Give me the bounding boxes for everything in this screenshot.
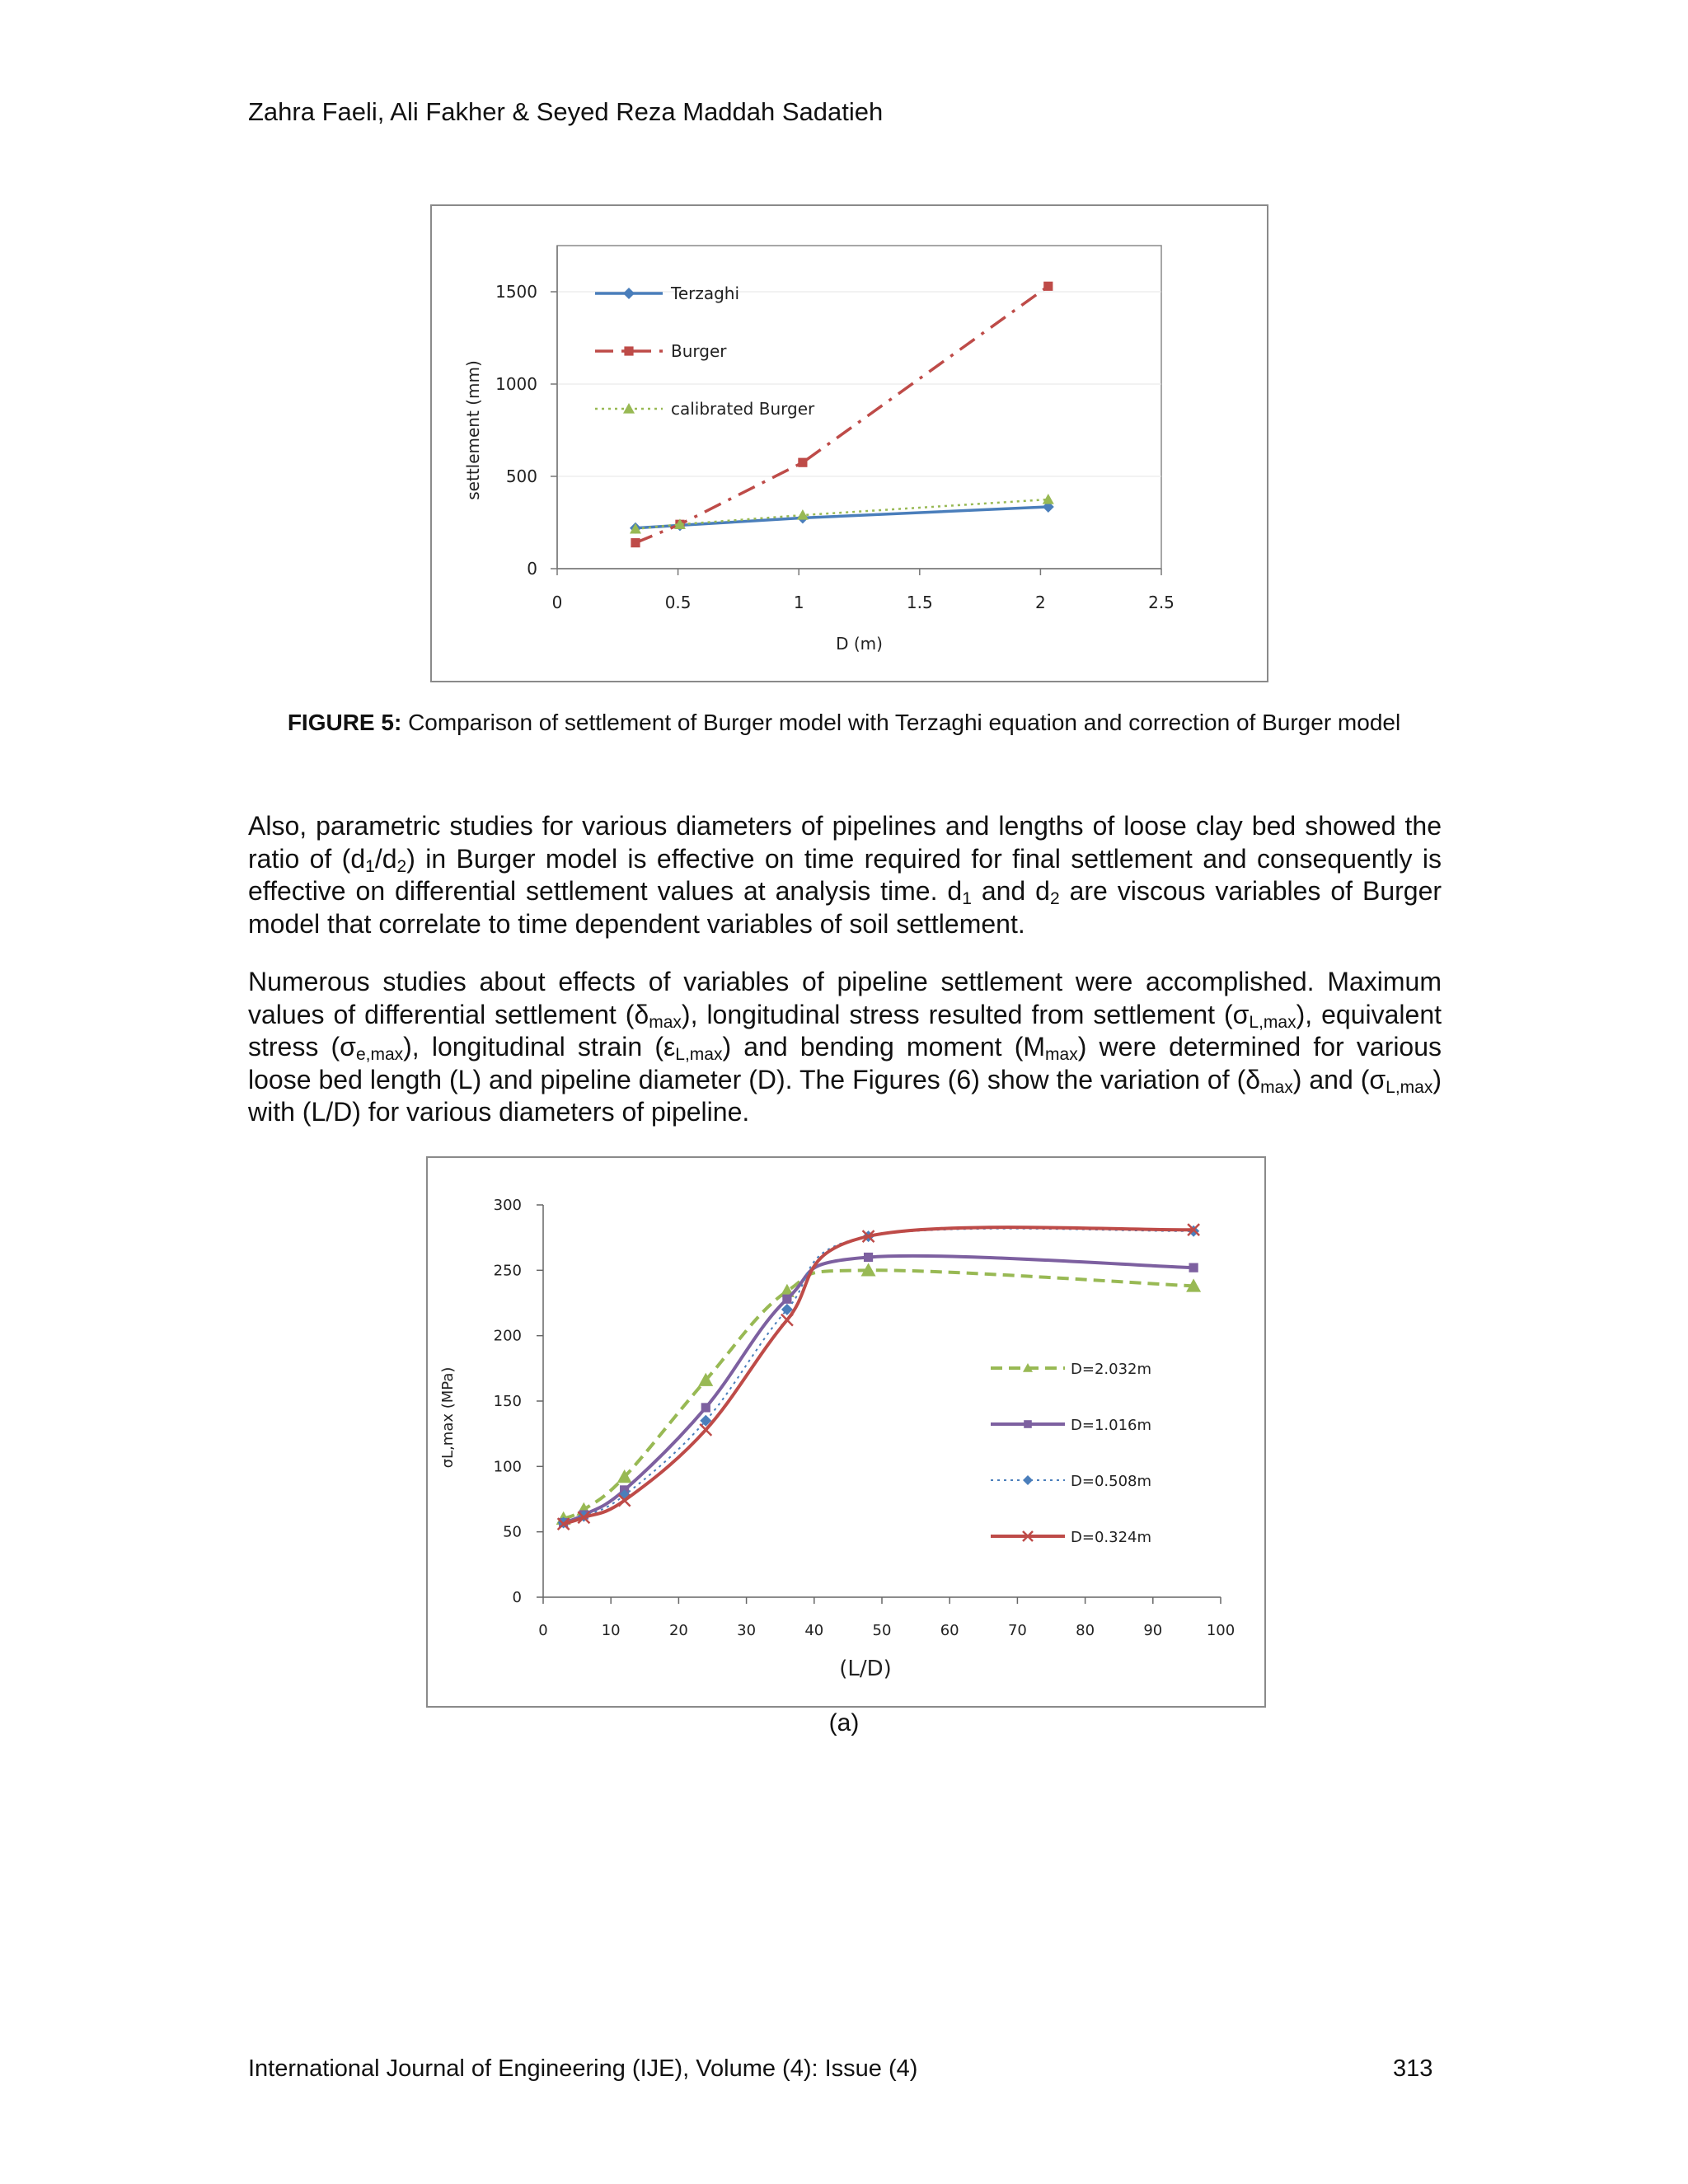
x-tick-label: 0 [538, 1622, 548, 1639]
legend-marker [1023, 1475, 1033, 1485]
y-tick-label: 1000 [495, 374, 537, 394]
figure-5-caption-text: Comparison of settlement of Burger model with Terzaghi equation and correction of Burger model [408, 710, 1401, 735]
data-point [701, 1403, 710, 1412]
x-tick-label: 2 [1035, 593, 1046, 612]
y-tick-label: 100 [493, 1458, 522, 1476]
y-tick-label: 250 [493, 1262, 522, 1280]
x-axis-label: (L/D) [839, 1657, 892, 1681]
data-point [798, 458, 807, 467]
footer-journal: International Journal of Engineering (IJE), Volume (4): Issue (4) [248, 2055, 918, 2082]
y-tick-label: 0 [512, 1589, 522, 1606]
legend-label: D=1.016m [1071, 1417, 1152, 1434]
x-tick-label: 100 [1206, 1622, 1236, 1639]
legend-marker [1024, 1420, 1032, 1428]
legend-entry [991, 1417, 1151, 1434]
y-tick-label: 1500 [495, 282, 537, 302]
x-tick-label: 0.5 [664, 593, 692, 612]
paragraph-2: Numerous studies about effects of variables of pipeline settlement were accomplished. Maximum values of differential settlement $(\delta_{max})$, longitudinal stress resulted from settlement $(\sigma_{L,max})$, equivalent stress $(\sigma_{e,max})$, longitudinal strain $(\varepsilon_{L,max})$ and bending moment $(M_{max})$ were determined for various loose bed length (L) and pipeline diameter (D). The Figures (6) show the variation of $(\delta_{max})$ and $(\sigma_{L,max})$ with (L/D) for various diameters of pipeline. [248, 967, 1442, 1127]
y-tick-label: 500 [505, 466, 537, 486]
legend-label: D=0.508m [1071, 1473, 1152, 1490]
legend-label: Burger [671, 341, 727, 361]
data-point [1189, 1263, 1198, 1272]
figure-5-caption [247, 707, 1441, 738]
y-tick-label: 150 [493, 1393, 522, 1410]
y-tick-label: 200 [493, 1327, 522, 1345]
legend-marker [624, 346, 633, 355]
figure-6a-frame [426, 1156, 1266, 1708]
y-tick-label: 50 [503, 1523, 522, 1541]
legend-entry [991, 1529, 1151, 1546]
legend-entry [991, 1361, 1151, 1378]
x-tick-label: 60 [940, 1622, 959, 1639]
x-tick-label: 90 [1143, 1622, 1163, 1639]
y-axis-label: σL,max (MPa) [439, 1366, 457, 1469]
figure-5-chart [432, 206, 1267, 681]
x-tick-label: 30 [737, 1622, 757, 1639]
data-point [782, 1295, 791, 1304]
figure-5-caption-label: FIGURE 5: [287, 710, 402, 735]
x-tick-label: 2.5 [1148, 593, 1175, 612]
legend-label: Terzaghi [671, 284, 740, 303]
x-tick-label: 80 [1076, 1622, 1095, 1639]
y-tick-label: 300 [493, 1197, 522, 1214]
legend-entry [991, 1473, 1151, 1490]
legend-label: D=0.324m [1071, 1529, 1152, 1546]
x-tick-label: 0 [551, 593, 563, 612]
x-tick-label: 50 [872, 1622, 892, 1639]
y-tick-label: 0 [527, 559, 537, 579]
x-axis-label: D (m) [836, 634, 883, 654]
data-point [631, 538, 640, 547]
legend-label: D=2.032m [1071, 1361, 1152, 1378]
figure-6a-chart [428, 1158, 1264, 1706]
x-tick-label: 20 [668, 1622, 688, 1639]
x-tick-label: 1 [793, 593, 804, 612]
data-point [864, 1253, 873, 1262]
footer-page-number: 313 [1393, 2055, 1433, 2082]
data-point [1043, 282, 1053, 291]
x-tick-label: 1.5 [906, 593, 933, 612]
x-tick-label: 70 [1007, 1622, 1027, 1639]
y-axis-label: settlement (mm) [463, 360, 483, 500]
data-point [781, 1315, 793, 1326]
running-header: Zahra Faeli, Ali Fakher & Seyed Reza Maddah Sadatieh [248, 97, 884, 126]
legend-label: calibrated Burger [671, 399, 815, 419]
x-tick-label: 40 [804, 1622, 824, 1639]
figure-5-frame [430, 204, 1268, 682]
x-tick-label: 10 [601, 1622, 621, 1639]
figure-6a-sublabel: (a) [828, 1709, 860, 1736]
paragraph-1: Also, parametric studies for various diameters of pipelines and lengths of loose clay bed showed the ratio of $(d_1/d_2)$ in Burger model is effective on time required for final settlement and consequently is effective on differential settlement values at analysis time. $d_1$ and $d_2$ are viscous variables of Burger model that correlate to time dependent variables of soil settlement. [248, 811, 1442, 939]
